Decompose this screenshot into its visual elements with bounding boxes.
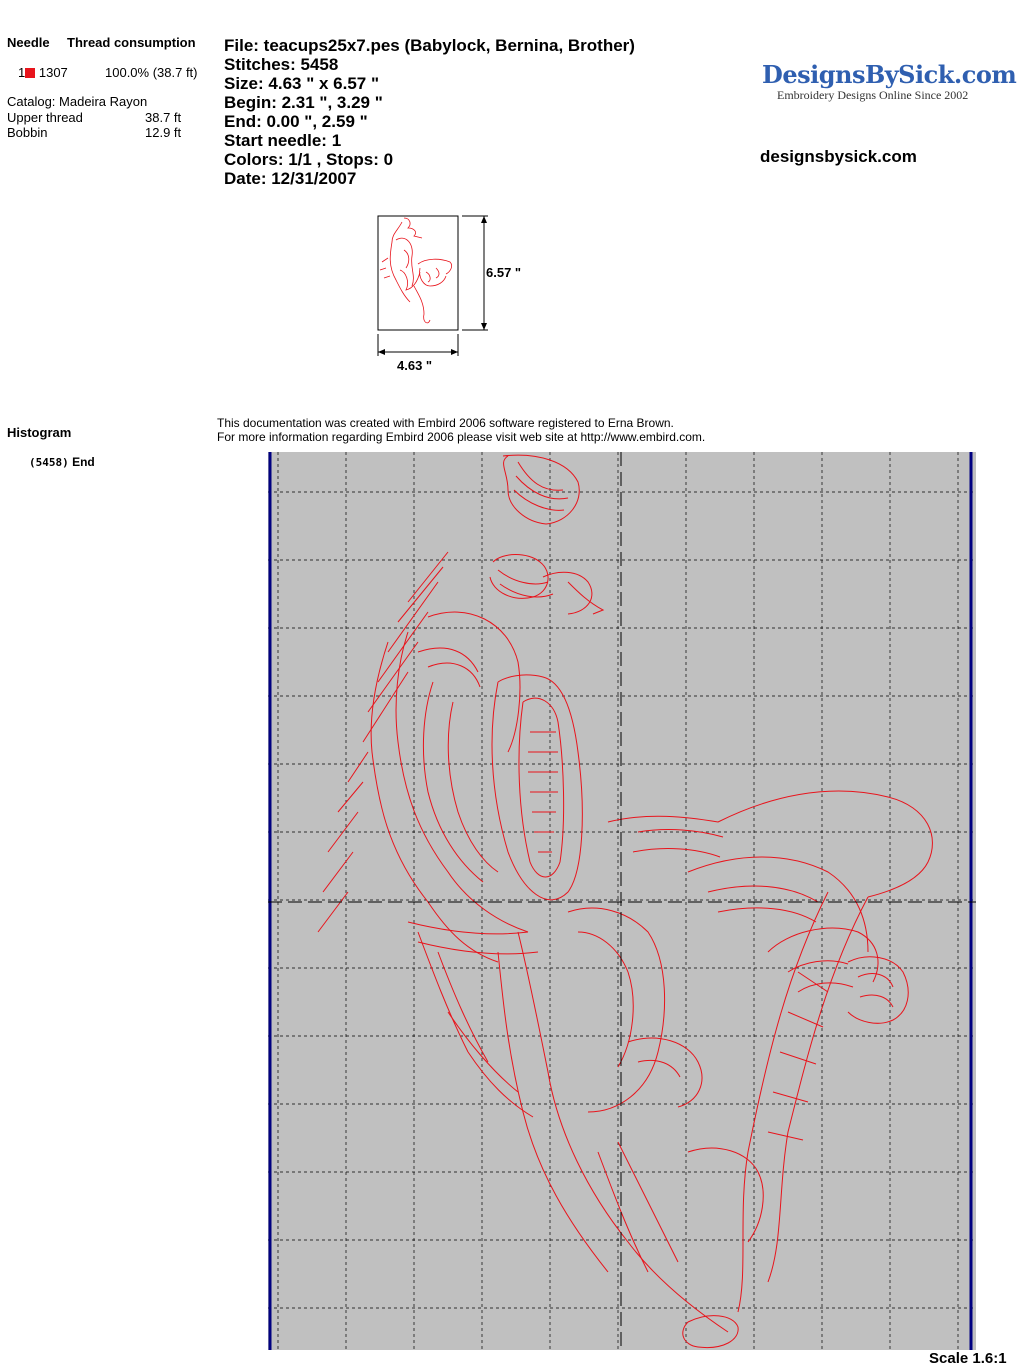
start-needle: Start needle: 1 [224,131,342,150]
design-date: Date: 12/31/2007 [224,169,357,188]
brand-url[interactable]: designsbysick.com [760,147,917,166]
design-size: Size: 4.63 " x 6.57 " [224,74,380,93]
needle-number: 1 [18,65,26,80]
design-thumbnail [370,210,540,380]
embird-note-line1: This documentation was created with Embird 2006 software registered to Erna Brown. [217,416,674,430]
brand-logo: DesignsBySick.com [762,60,1017,89]
catalog-label: Catalog: Madeira Rayon [7,94,148,109]
thread-code: 1307 [38,65,68,80]
thread-consumption-header: Thread consumption [67,35,196,50]
colors-stops: Colors: 1/1 , Stops: 0 [224,150,394,169]
bobbin-label: Bobbin [7,125,48,140]
scale-label: Scale 1.6:1 [929,1350,1007,1367]
end-point: End: 0.00 ", 2.59 " [224,112,368,131]
needle-header: Needle [7,35,50,50]
brand-tagline: Embroidery Designs Online Since 2002 [777,88,969,102]
upper-thread-label: Upper thread [7,110,83,125]
file-name: File: teacups25x7.pes (Babylock, Bernina, Brother) [224,36,635,55]
thread-row [18,65,68,80]
histogram-title: Histogram [7,425,72,440]
thread-color-swatch [25,68,35,78]
design-canvas [268,452,976,1350]
histogram-entry-count: (5458) [29,456,69,469]
thread-percent: 100.0% (38.7 ft) [105,65,198,80]
histogram-entry-label: End [72,455,95,469]
embird-note-line2: For more information regarding Embird 2006 please visit web site at http://www.embird.com. [217,430,706,444]
thumbnail-height-label: 6.57 " [486,265,522,280]
file-info [224,36,635,188]
bobbin-value: 12.9 ft [145,125,182,140]
stitch-count: Stitches: 5458 [224,55,339,74]
thumbnail-width-label: 4.63 " [397,358,433,373]
histogram-entry [29,455,95,469]
upper-thread-value: 38.7 ft [145,110,182,125]
begin-point: Begin: 2.31 ", 3.29 " [224,93,383,112]
